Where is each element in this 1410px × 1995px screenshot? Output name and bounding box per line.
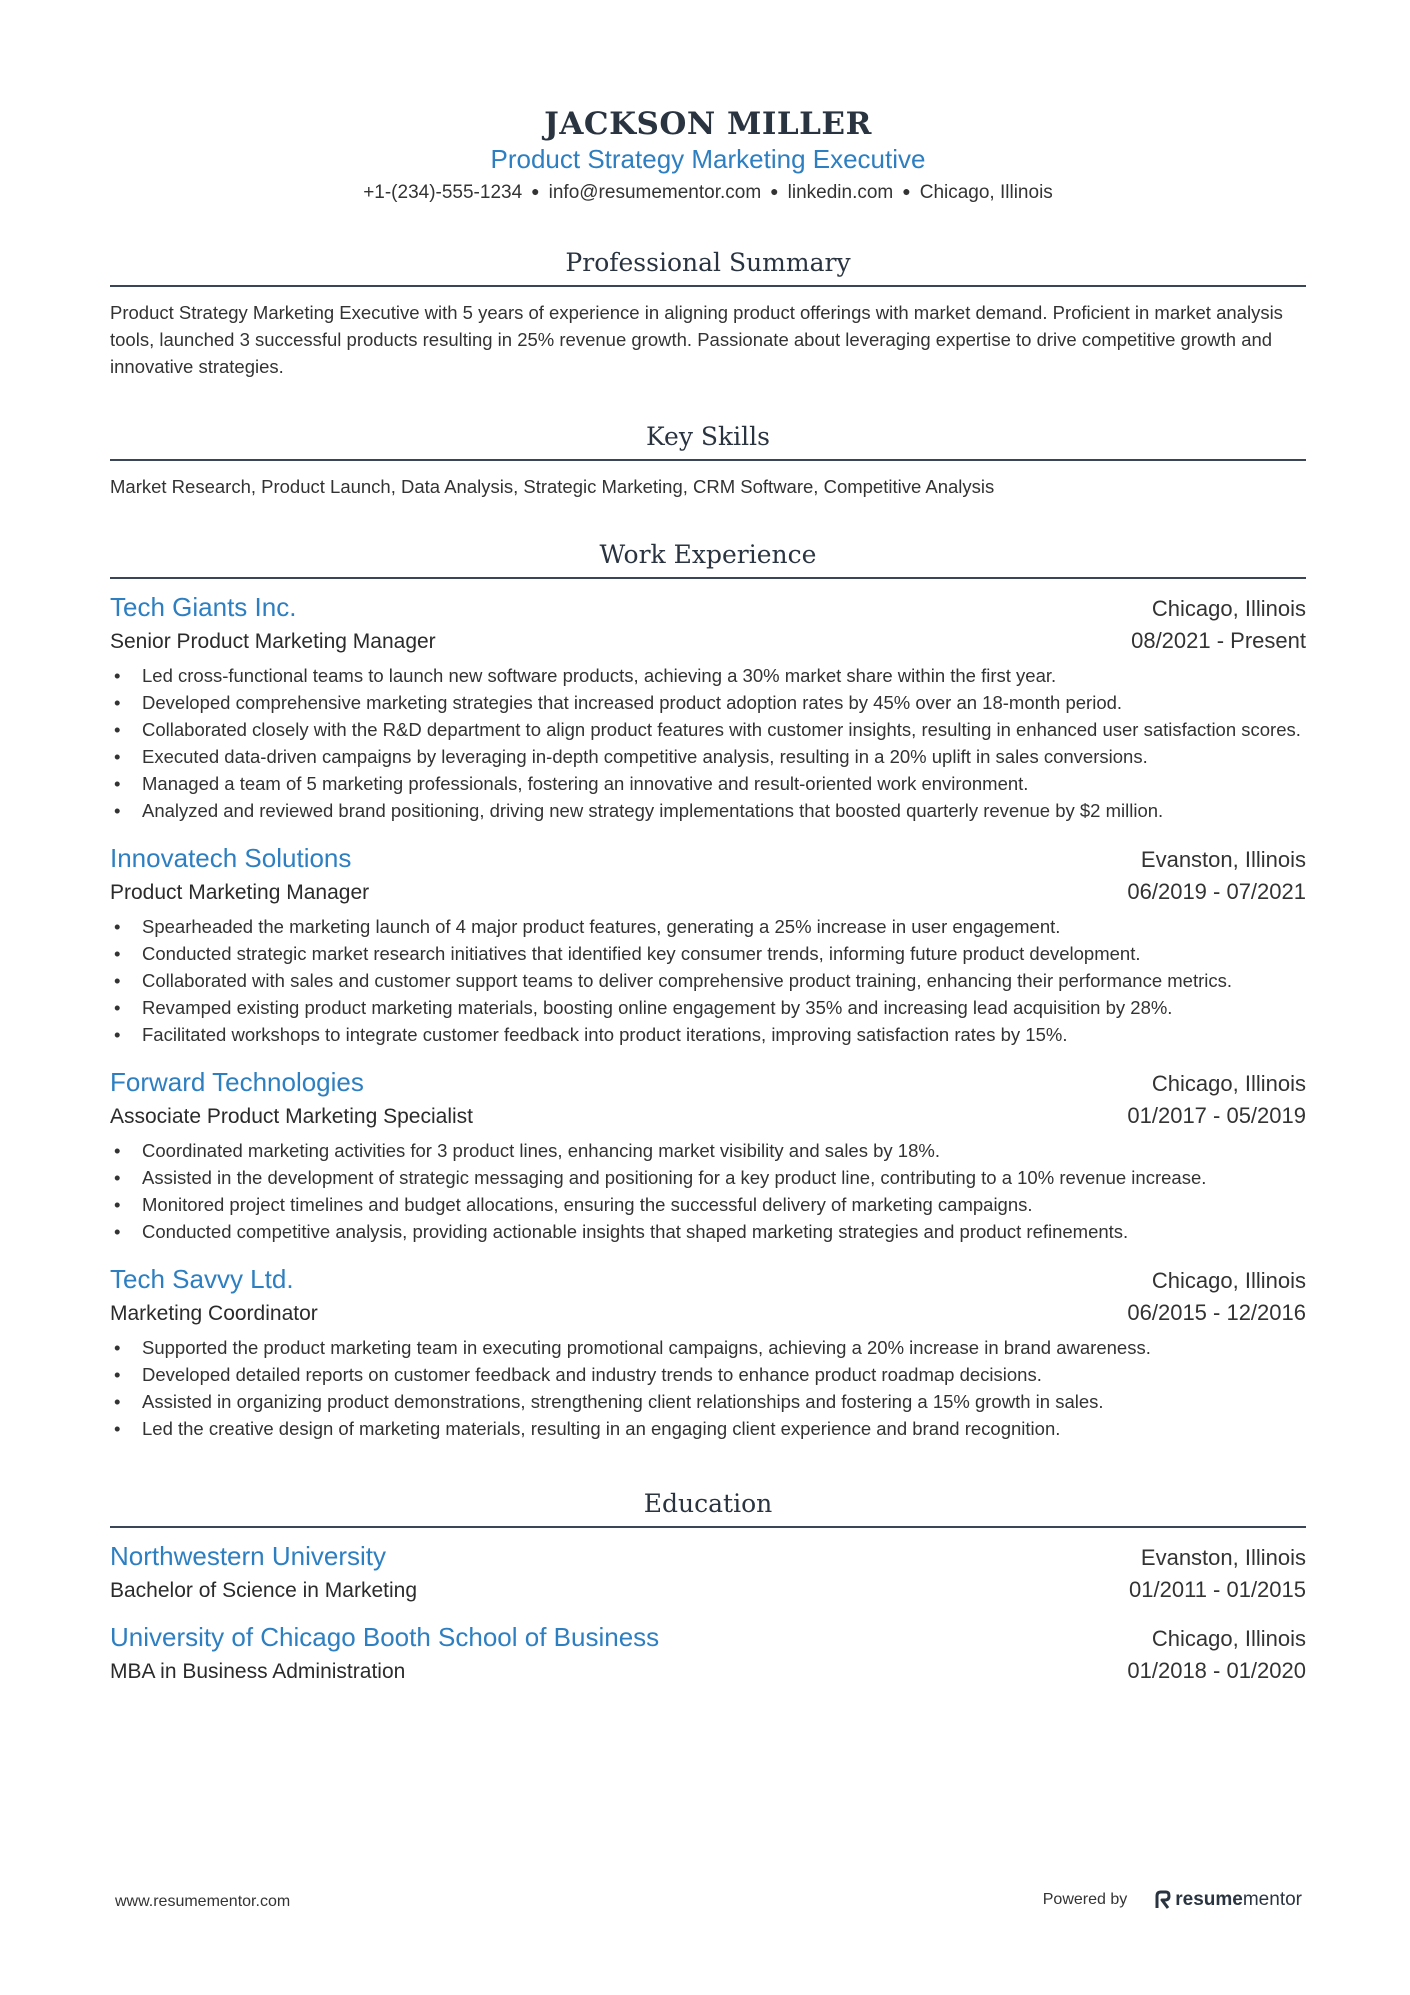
- education-location: Evanston, Illinois: [1140, 1545, 1306, 1570]
- job-bullets: [110, 1334, 1306, 1442]
- job-bullet: • Monitored project timelines and budget allocations, ensuring the successful delivery of marketing campaigns.: [110, 1191, 1306, 1218]
- job-bullet: • Conducted competitive analysis, providing actionable insights that shaped marketing strategies and product refinements.: [110, 1218, 1306, 1245]
- job-bullet: • Collaborated with sales and customer support teams to deliver comprehensive product training, enhancing their performance metrics.: [110, 967, 1306, 994]
- job-dates: 06/2015 - 12/2016: [1127, 1300, 1306, 1325]
- job-entry: [110, 842, 1306, 1048]
- job-company: Tech Savvy Ltd.: [110, 1264, 294, 1294]
- education-header-row: [110, 1621, 1306, 1655]
- resume-page: [110, 100, 1306, 1688]
- job-bullet: • Revamped existing product marketing materials, boosting online engagement by 35% and increasing lead acquisition by 28%.: [110, 994, 1306, 1021]
- job-dates: 06/2019 - 07/2021: [1127, 879, 1306, 904]
- candidate-title: Product Strategy Marketing Executive: [490, 144, 926, 174]
- footer-website[interactable]: www.resumementor.com: [115, 1893, 291, 1910]
- footer-branding: [1043, 1889, 1302, 1911]
- skills-section: [110, 419, 1306, 500]
- job-bullet: • Managed a team of 5 marketing professionals, fostering an innovative and result-oriented work environment.: [110, 770, 1306, 797]
- education-list: [110, 1540, 1306, 1688]
- work-heading: Work Experience: [110, 537, 1306, 579]
- contact-email[interactable]: info@resumementor.com: [548, 182, 762, 203]
- education-degree-row: [110, 1655, 1306, 1688]
- job-bullet: • Facilitated workshops to integrate customer feedback into product iterations, improving satisfaction rates by 15%.: [110, 1021, 1306, 1048]
- job-company: Tech Giants Inc.: [110, 592, 297, 622]
- brand-logo[interactable]: [1155, 1889, 1302, 1911]
- job-entry: [110, 591, 1306, 824]
- job-role: Senior Product Marketing Manager: [110, 630, 436, 653]
- job-entry: [110, 1263, 1306, 1442]
- job-role: Product Marketing Manager: [110, 881, 370, 904]
- skills-heading: Key Skills: [110, 419, 1306, 461]
- brand-name-part1: resume: [1175, 1889, 1243, 1910]
- summary-section: [110, 245, 1306, 380]
- job-bullet: • Collaborated closely with the R&D department to align product features with customer insights, resulting in enhanced user satisfaction scores.: [110, 716, 1306, 743]
- separator-dot: ●: [770, 183, 779, 199]
- job-bullet: • Developed comprehensive marketing strategies that increased product adoption rates by 45% over an 18-month period.: [110, 689, 1306, 716]
- job-location: Chicago, Illinois: [1151, 1268, 1306, 1293]
- education-heading: Education: [110, 1486, 1306, 1528]
- job-company: Forward Technologies: [110, 1067, 364, 1097]
- separator-dot: ●: [902, 183, 911, 199]
- resume-header: [110, 102, 1306, 207]
- resumementor-logo-icon: [1155, 1890, 1171, 1910]
- job-bullet: • Coordinated marketing activities for 3 product lines, enhancing market visibility and sales by 18%.: [110, 1137, 1306, 1164]
- contact-location: Chicago, Illinois: [919, 182, 1053, 203]
- contact-linkedin[interactable]: linkedin.com: [787, 182, 894, 203]
- job-role: Marketing Coordinator: [110, 1302, 318, 1325]
- education-degree: Bachelor of Science in Marketing: [110, 1579, 417, 1602]
- job-bullet: • Developed detailed reports on customer feedback and industry trends to enhance product roadmap decisions.: [110, 1361, 1306, 1388]
- job-role-row: [110, 1100, 1306, 1133]
- candidate-name: JACKSON MILLER: [544, 106, 872, 142]
- job-location: Chicago, Illinois: [1151, 1071, 1306, 1096]
- work-section: [110, 537, 1306, 1442]
- job-bullets: [110, 1137, 1306, 1245]
- education-entry: [110, 1621, 1306, 1688]
- separator-dot: ●: [531, 183, 540, 199]
- job-dates: 01/2017 - 05/2019: [1127, 1103, 1306, 1128]
- summary-text: Product Strategy Marketing Executive with 5 years of experience in aligning product offerings with market demand. Proficient in market analysis tools, launched 3 successful products resulting in 25% revenue growth. Passionate about leveraging expertise to drive competitive growth and innovative strategies.: [110, 302, 1283, 377]
- contact-phone: +1-(234)-555-1234: [363, 182, 523, 203]
- job-role-row: [110, 876, 1306, 909]
- job-bullet: • Conducted strategic market research initiatives that identified key consumer trends, informing future product development.: [110, 940, 1306, 967]
- education-dates: 01/2018 - 01/2020: [1127, 1658, 1306, 1683]
- education-entry: [110, 1540, 1306, 1607]
- job-bullet: • Assisted in the development of strategic messaging and positioning for a key product line, contributing to a 10% revenue increase.: [110, 1164, 1306, 1191]
- job-bullet: • Analyzed and reviewed brand positioning, driving new strategy implementations that boosted quarterly revenue by $2 million.: [110, 797, 1306, 824]
- education-degree-row: [110, 1574, 1306, 1607]
- job-bullet: • Assisted in organizing product demonstrations, strengthening client relationships and fostering a 15% growth in sales.: [110, 1388, 1306, 1415]
- education-degree: MBA in Business Administration: [110, 1660, 406, 1683]
- education-school: University of Chicago Booth School of Business: [110, 1622, 660, 1652]
- job-entry: [110, 1066, 1306, 1245]
- job-header-row: [110, 1263, 1306, 1297]
- job-header-row: [110, 591, 1306, 625]
- job-bullets: [110, 662, 1306, 824]
- job-bullet: • Led the creative design of marketing materials, resulting in an engaging client experience and brand recognition.: [110, 1415, 1306, 1442]
- powered-by-label: Powered by: [1042, 1891, 1128, 1908]
- job-header-row: [110, 1066, 1306, 1100]
- job-role-row: [110, 625, 1306, 658]
- education-location: Chicago, Illinois: [1151, 1626, 1306, 1651]
- job-role-row: [110, 1297, 1306, 1330]
- job-bullet: • Supported the product marketing team in executing promotional campaigns, achieving a 20% increase in brand awareness.: [110, 1334, 1306, 1361]
- job-bullet: • Executed data-driven campaigns by leveraging in-depth competitive analysis, resulting in a 20% uplift in sales conversions.: [110, 743, 1306, 770]
- contact-line: [110, 177, 1306, 207]
- education-section: [110, 1486, 1306, 1688]
- job-header-row: [110, 842, 1306, 876]
- education-header-row: [110, 1540, 1306, 1574]
- job-list: [110, 591, 1306, 1442]
- job-bullet: • Spearheaded the marketing launch of 4 major product features, generating a 25% increase in user engagement.: [110, 913, 1306, 940]
- job-bullets: [110, 913, 1306, 1048]
- skills-text: Market Research, Product Launch, Data Analysis, Strategic Marketing, CRM Software, Competitive Analysis: [110, 476, 995, 497]
- job-location: Chicago, Illinois: [1151, 596, 1306, 621]
- job-company: Innovatech Solutions: [110, 843, 352, 873]
- brand-name-part2: mentor: [1242, 1889, 1302, 1910]
- job-location: Evanston, Illinois: [1140, 847, 1306, 872]
- education-school: Northwestern University: [110, 1541, 386, 1571]
- summary-heading: Professional Summary: [110, 245, 1306, 287]
- job-bullet: • Led cross-functional teams to launch new software products, achieving a 30% market share within the first year.: [110, 662, 1306, 689]
- education-dates: 01/2011 - 01/2015: [1129, 1577, 1306, 1602]
- job-role: Associate Product Marketing Specialist: [110, 1105, 473, 1128]
- job-dates: 08/2021 - Present: [1131, 628, 1306, 653]
